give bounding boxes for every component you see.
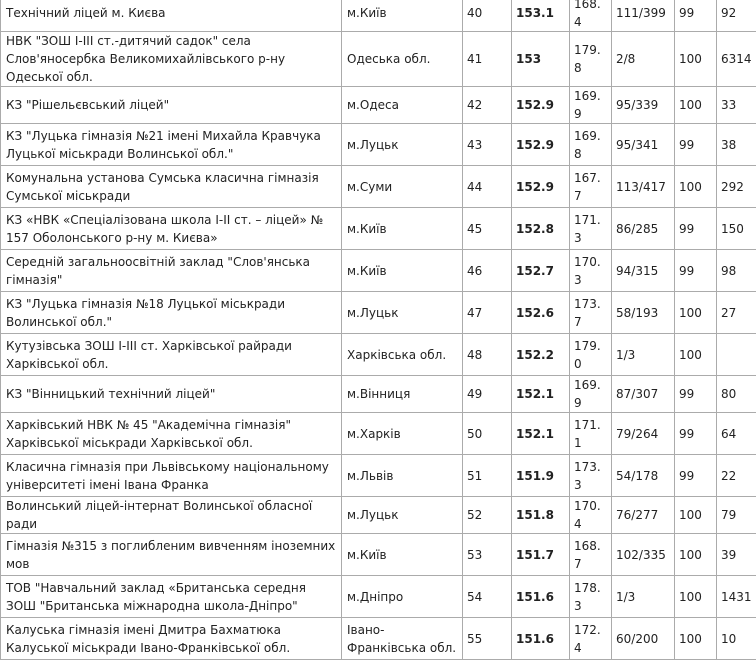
average-cell: 169.9 bbox=[570, 87, 612, 124]
rank-cell: 53 bbox=[463, 534, 512, 576]
rank-cell: 47 bbox=[463, 292, 512, 334]
last-cell: 98 bbox=[717, 250, 756, 292]
percent-cell: 100 bbox=[675, 497, 717, 534]
table-row bbox=[1, 334, 756, 376]
table-row bbox=[1, 534, 756, 576]
region-cell: м.Київ bbox=[342, 534, 463, 576]
school-name-cell: Харківський НВК № 45 "Академічна гімназія" Харківської міськради Харківської обл. bbox=[1, 413, 342, 455]
last-cell: 6314 bbox=[717, 32, 756, 87]
percent-cell: 100 bbox=[675, 166, 717, 208]
school-name-cell: КЗ «НВК «Спеціалізована школа І-ІІ ст. – ліцей» № 157 Оболонського р-ну м. Києва» bbox=[1, 208, 342, 250]
rank-cell: 44 bbox=[463, 166, 512, 208]
average-cell: 178.3 bbox=[570, 576, 612, 618]
region-cell: м.Одеса bbox=[342, 87, 463, 124]
average-cell: 171.3 bbox=[570, 208, 612, 250]
average-cell: 169.8 bbox=[570, 124, 612, 166]
school-name-cell: Комунальна установа Сумська класична гімназія Сумської міськради bbox=[1, 166, 342, 208]
table-row bbox=[1, 32, 756, 87]
percent-cell: 100 bbox=[675, 32, 717, 87]
score-cell: 152.8 bbox=[512, 208, 570, 250]
score-cell: 152.2 bbox=[512, 334, 570, 376]
score-cell: 151.6 bbox=[512, 576, 570, 618]
rank-cell: 40 bbox=[463, 0, 512, 32]
average-cell: 170.4 bbox=[570, 497, 612, 534]
school-name-cell: Гімназія №315 з поглибленим вивченням іноземних мов bbox=[1, 534, 342, 576]
ratio-cell: 111/399 bbox=[612, 0, 675, 32]
ratio-cell: 86/285 bbox=[612, 208, 675, 250]
score-cell: 151.7 bbox=[512, 534, 570, 576]
table-row bbox=[1, 87, 756, 124]
average-cell: 173.3 bbox=[570, 455, 612, 497]
average-cell: 172.4 bbox=[570, 618, 612, 660]
table-row bbox=[1, 250, 756, 292]
average-cell: 168.4 bbox=[570, 0, 612, 32]
ratio-cell: 54/178 bbox=[612, 455, 675, 497]
last-cell: 92 bbox=[717, 0, 756, 32]
table-row bbox=[1, 413, 756, 455]
school-name-cell: КЗ "Рішельєвський ліцей" bbox=[1, 87, 342, 124]
last-cell: 1431 bbox=[717, 576, 756, 618]
last-cell: 39 bbox=[717, 534, 756, 576]
region-cell: м.Дніпро bbox=[342, 576, 463, 618]
ratio-cell: 1/3 bbox=[612, 334, 675, 376]
rank-cell: 48 bbox=[463, 334, 512, 376]
percent-cell: 99 bbox=[675, 208, 717, 250]
average-cell: 179.0 bbox=[570, 334, 612, 376]
rank-cell: 46 bbox=[463, 250, 512, 292]
region-cell: м.Суми bbox=[342, 166, 463, 208]
percent-cell: 100 bbox=[675, 618, 717, 660]
table-row bbox=[1, 208, 756, 250]
average-cell: 179.8 bbox=[570, 32, 612, 87]
school-name-cell: Середній загальноосвітній заклад "Слов'янська гімназія" bbox=[1, 250, 342, 292]
last-cell: 79 bbox=[717, 497, 756, 534]
school-name-cell: НВК "ЗОШ І-ІІІ ст.-дитячий садок" села Слов'яносербка Великомихайлівського р-ну Одеської обл. bbox=[1, 32, 342, 87]
rank-cell: 41 bbox=[463, 32, 512, 87]
rank-cell: 50 bbox=[463, 413, 512, 455]
ratio-cell: 58/193 bbox=[612, 292, 675, 334]
last-cell: 150 bbox=[717, 208, 756, 250]
percent-cell: 100 bbox=[675, 534, 717, 576]
table-row bbox=[1, 576, 756, 618]
ratio-cell: 2/8 bbox=[612, 32, 675, 87]
average-cell: 170.3 bbox=[570, 250, 612, 292]
last-cell: 292 bbox=[717, 166, 756, 208]
average-cell: 173.7 bbox=[570, 292, 612, 334]
rank-cell: 54 bbox=[463, 576, 512, 618]
table-row bbox=[1, 166, 756, 208]
last-cell: 33 bbox=[717, 87, 756, 124]
percent-cell: 99 bbox=[675, 250, 717, 292]
percent-cell: 100 bbox=[675, 334, 717, 376]
percent-cell: 99 bbox=[675, 455, 717, 497]
score-cell: 151.8 bbox=[512, 497, 570, 534]
region-cell: Харківська обл. bbox=[342, 334, 463, 376]
table-row bbox=[1, 455, 756, 497]
region-cell: м.Луцьк bbox=[342, 292, 463, 334]
table-row bbox=[1, 0, 756, 32]
ratio-cell: 102/335 bbox=[612, 534, 675, 576]
school-name-cell: Волинський ліцей-інтернат Волинської обласної ради bbox=[1, 497, 342, 534]
ratio-cell: 76/277 bbox=[612, 497, 675, 534]
table-row bbox=[1, 618, 756, 660]
percent-cell: 99 bbox=[675, 413, 717, 455]
region-cell: м.Луцьк bbox=[342, 497, 463, 534]
average-cell: 171.1 bbox=[570, 413, 612, 455]
ratio-cell: 95/339 bbox=[612, 87, 675, 124]
percent-cell: 99 bbox=[675, 0, 717, 32]
school-name-cell: Кутузівська ЗОШ І-ІІІ ст. Харківської райради Харківської обл. bbox=[1, 334, 342, 376]
region-cell: м.Львів bbox=[342, 455, 463, 497]
school-name-cell: КЗ "Луцька гімназія №18 Луцької міськради Волинської обл." bbox=[1, 292, 342, 334]
score-cell: 152.7 bbox=[512, 250, 570, 292]
score-cell: 152.1 bbox=[512, 413, 570, 455]
ratio-cell: 113/417 bbox=[612, 166, 675, 208]
region-cell: м.Луцьк bbox=[342, 124, 463, 166]
percent-cell: 99 bbox=[675, 124, 717, 166]
rank-cell: 49 bbox=[463, 376, 512, 413]
rank-cell: 51 bbox=[463, 455, 512, 497]
table-row bbox=[1, 497, 756, 534]
rank-cell: 43 bbox=[463, 124, 512, 166]
score-cell: 152.9 bbox=[512, 166, 570, 208]
percent-cell: 100 bbox=[675, 292, 717, 334]
average-cell: 168.7 bbox=[570, 534, 612, 576]
school-name-cell: Класична гімназія при Львівському національному університеті імені Івана Франка bbox=[1, 455, 342, 497]
rank-cell: 42 bbox=[463, 87, 512, 124]
last-cell: 27 bbox=[717, 292, 756, 334]
region-cell: м.Київ bbox=[342, 208, 463, 250]
score-cell: 152.6 bbox=[512, 292, 570, 334]
rank-cell: 52 bbox=[463, 497, 512, 534]
score-cell: 153 bbox=[512, 32, 570, 87]
score-cell: 152.1 bbox=[512, 376, 570, 413]
score-cell: 152.9 bbox=[512, 124, 570, 166]
school-name-cell: Технічний ліцей м. Києва bbox=[1, 0, 342, 32]
score-cell: 152.9 bbox=[512, 87, 570, 124]
ratio-cell: 94/315 bbox=[612, 250, 675, 292]
table-row bbox=[1, 292, 756, 334]
score-cell: 151.9 bbox=[512, 455, 570, 497]
score-cell: 153.1 bbox=[512, 0, 570, 32]
last-cell bbox=[717, 334, 756, 376]
last-cell: 38 bbox=[717, 124, 756, 166]
score-cell: 151.6 bbox=[512, 618, 570, 660]
ratio-cell: 87/307 bbox=[612, 376, 675, 413]
region-cell: Івано-Франківська обл. bbox=[342, 618, 463, 660]
average-cell: 169.9 bbox=[570, 376, 612, 413]
last-cell: 22 bbox=[717, 455, 756, 497]
average-cell: 167.7 bbox=[570, 166, 612, 208]
last-cell: 80 bbox=[717, 376, 756, 413]
ratio-cell: 1/3 bbox=[612, 576, 675, 618]
ratio-cell: 60/200 bbox=[612, 618, 675, 660]
region-cell: Одеська обл. bbox=[342, 32, 463, 87]
region-cell: м.Харків bbox=[342, 413, 463, 455]
last-cell: 64 bbox=[717, 413, 756, 455]
school-name-cell: Калуська гімназія імені Дмитра Бахматюка Калуської міськради Івано-Франківської обл. bbox=[1, 618, 342, 660]
percent-cell: 99 bbox=[675, 376, 717, 413]
ratio-cell: 79/264 bbox=[612, 413, 675, 455]
rank-cell: 45 bbox=[463, 208, 512, 250]
ratio-cell: 95/341 bbox=[612, 124, 675, 166]
table-row bbox=[1, 124, 756, 166]
school-name-cell: КЗ "Луцька гімназія №21 імені Михайла Кравчука Луцької міськради Волинської обл." bbox=[1, 124, 342, 166]
school-name-cell: ТОВ "Навчальний заклад «Британська середня ЗОШ "Британська міжнародна школа-Дніпро" bbox=[1, 576, 342, 618]
rank-cell: 55 bbox=[463, 618, 512, 660]
table-row bbox=[1, 376, 756, 413]
percent-cell: 100 bbox=[675, 576, 717, 618]
last-cell: 10 bbox=[717, 618, 756, 660]
region-cell: м.Київ bbox=[342, 0, 463, 32]
region-cell: м.Київ bbox=[342, 250, 463, 292]
region-cell: м.Вінниця bbox=[342, 376, 463, 413]
school-name-cell: КЗ "Вінницький технічний ліцей" bbox=[1, 376, 342, 413]
percent-cell: 100 bbox=[675, 87, 717, 124]
